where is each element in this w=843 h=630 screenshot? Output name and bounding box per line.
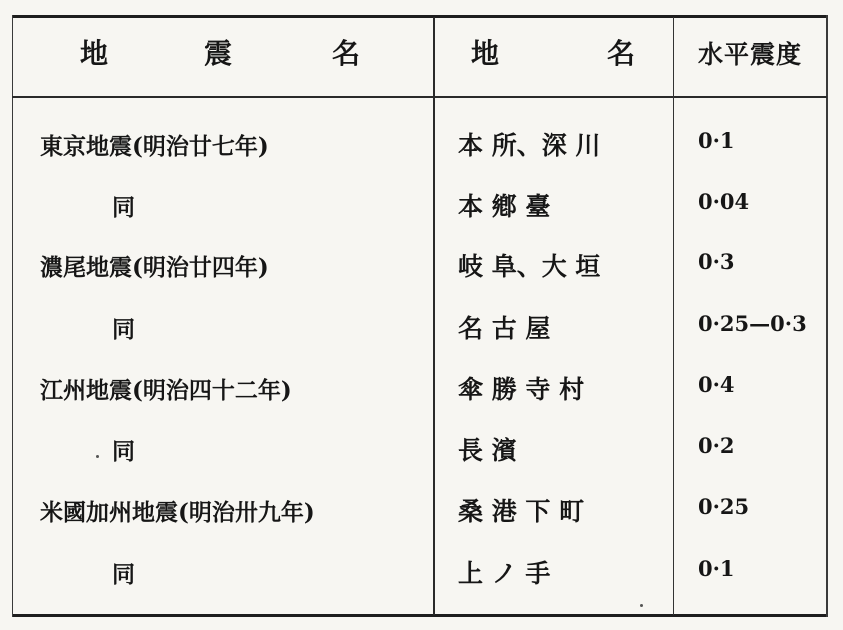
earthquake-name: 江州地震(明治四十二年) [40, 377, 292, 404]
header-quake-char-2: 震 [204, 37, 233, 70]
earthquake-name: 東京地震(明治廿七年) [40, 133, 269, 160]
intensity-value: 0·25—0·3 [698, 311, 807, 336]
table-row [12, 189, 827, 249]
intensity-value: 0·04 [698, 189, 750, 214]
place-name: 本 所、深 川 [458, 131, 601, 160]
earthquake-name: 米國加州地震(明治卅九年) [40, 499, 315, 526]
place-name: 本 鄕 臺 [458, 192, 551, 221]
intensity-value: 0·1 [698, 128, 735, 153]
header-quake-char-3: 名 [332, 37, 361, 70]
header-horizontal-seismic-intensity: 水平震度 [697, 40, 802, 69]
intensity-value: 0·2 [698, 433, 735, 458]
header-place-char-1: 地 [471, 37, 500, 70]
table-row [12, 311, 827, 371]
table-row [12, 433, 827, 493]
ditto-mark: 同 [112, 438, 135, 465]
place-name: 上 ノ 手 [458, 559, 551, 588]
intensity-value: 0·1 [698, 556, 735, 581]
header-quake-char-1: 地 [80, 37, 109, 70]
table-row [12, 556, 827, 616]
print-speck [96, 455, 99, 458]
table-row [12, 249, 827, 309]
table-row [12, 128, 827, 188]
table-row [12, 372, 827, 432]
header-rule [12, 96, 827, 98]
header-place-char-2: 名 [607, 37, 636, 70]
place-name: 岐 阜、大 垣 [458, 252, 601, 281]
table-row [12, 494, 827, 554]
print-speck [640, 604, 643, 607]
intensity-value: 0·3 [698, 249, 735, 274]
intensity-value: 0·4 [698, 372, 735, 397]
top-rule [12, 15, 827, 18]
place-name: 傘 勝 寺 村 [458, 375, 585, 404]
intensity-value: 0·25 [698, 494, 750, 519]
place-name: 長 濱 [458, 436, 517, 465]
ditto-mark: 同 [112, 194, 135, 221]
ditto-mark: 同 [112, 561, 135, 588]
place-name: 名 古 屋 [458, 314, 551, 343]
ditto-mark: 同 [112, 316, 135, 343]
place-name: 桑 港 下 町 [458, 497, 585, 526]
earthquake-name: 濃尾地震(明治廿四年) [40, 254, 269, 281]
